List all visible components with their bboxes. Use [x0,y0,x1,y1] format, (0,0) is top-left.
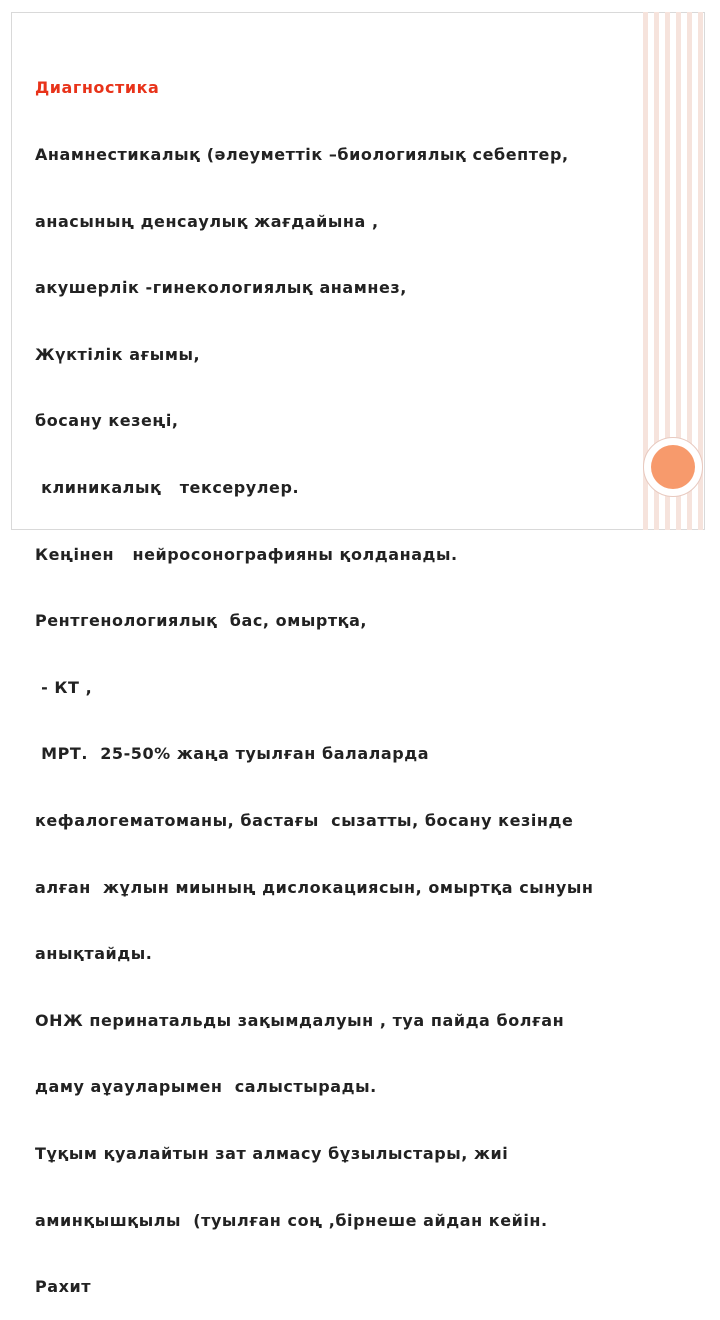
slide-content [35,33,695,1320]
text-line: ОНЖ перинатальды зақымдалуын , туа пайда болған [35,1010,565,1030]
text-line: Тұқым қуалайтын зат алмасу бұзылыстары, жиі [35,1143,509,1163]
text-line: анықтайды. [35,944,153,964]
text-line: МРТ. 25-50% жаңа туылған балаларда [35,744,430,764]
text-line: босану кезеңі, [35,411,179,431]
text-line: даму аұауларымен салыстырады. [35,1077,377,1097]
slide-title: Диагностика [35,78,160,98]
text-line: Жүктілік ағымы, [35,344,201,364]
text-line: клиникалық тексерулер. [35,477,300,497]
text-line: кефалогематоманы, бастағы сызатты, босану кезінде [35,810,574,830]
text-line: анасының денсаулық жағдайына , [35,211,379,231]
text-line: - КТ , [35,677,93,697]
text-line: алған жұлын миының дислокациясын, омыртқа сынуын [35,877,594,897]
text-line: Рахит [35,1277,92,1297]
text-line: аминқышқылы (туылған соң ,бірнеше айдан кейін. [35,1210,548,1230]
text-line: Кеңінен нейросонографияны қолданады. [35,544,458,564]
text-line: Анамнестикалық (әлеуметтік –биологиялық себептер, [35,145,569,164]
text-line: акушерлік -гинекологиялық анамнез, [35,278,407,298]
text-line: Рентгенологиялық бас, омыртқа, [35,611,368,631]
